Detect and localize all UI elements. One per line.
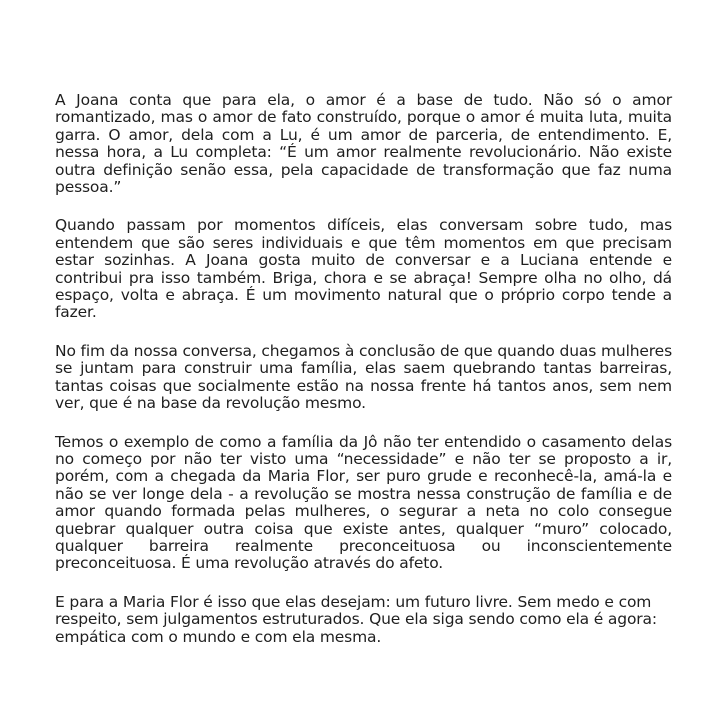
- paragraph-familia-jo: Temos o exemplo de como a família da Jô não ter entendido o casamento delas no começo por não ter visto uma “necessidade” e não ter se proposto a ir, porém, com a chegada da Maria Flor, ser puro grude e reconhecê-la, amá-la e não se ver longe dela - a revolução se mostra nessa construção de família e de amor quando formada pelas mulheres, o segurar a neta no colo consegue quebrar qualquer outra coisa que existe antes, qualquer “muro” colocado, qualquer barreira realmente preconceituosa ou inconscientemente preconceituosa. É uma revolução através do afeto.: [55, 432, 672, 573]
- article-body: [55, 92, 672, 667]
- paragraph-momentos-dificeis: Quando passam por momentos difíceis, elas conversam sobre tudo, mas entendem que são seres individuais e que têm momentos em que precisam estar sozinhas. A Joana gosta muito de conversar e a Luciana entende e contribui pra isso também. Briga, chora e se abraça! Sempre olha no olho, dá espaço, volta e abraça. É um movimento natural que o próprio corpo tende a fazer.: [55, 216, 672, 322]
- paragraph-conclusao: No fim da nossa conversa, chegamos à conclusão de que quando duas mulheres se juntam para construir uma família, elas saem quebrando tantas barreiras, tantas coisas que socialmente estão na nossa frente há tantos anos, sem nem ver, que é na base da revolução mesmo.: [55, 341, 672, 413]
- paragraph-maria-flor: E para a Maria Flor é isso que elas desejam: um futuro livre. Sem medo e com respeito, sem julgamentos estruturados. Que ela siga sendo como ela é agora: empática com o mundo e com ela mesma.: [55, 592, 657, 646]
- paragraph-amor: A Joana conta que para ela, o amor é a base de tudo. Não só o amor romantizado, mas o amor de fato construído, porque o amor é muita luta, muita garra. O amor, dela com a Lu, é um amor de parceria, de entendimento. E, nessa hora, a Lu completa: “É um amor realmente revolucionário. Não existe outra definição senão essa, pela capacidade de transformação que faz numa pessoa.”: [55, 91, 672, 197]
